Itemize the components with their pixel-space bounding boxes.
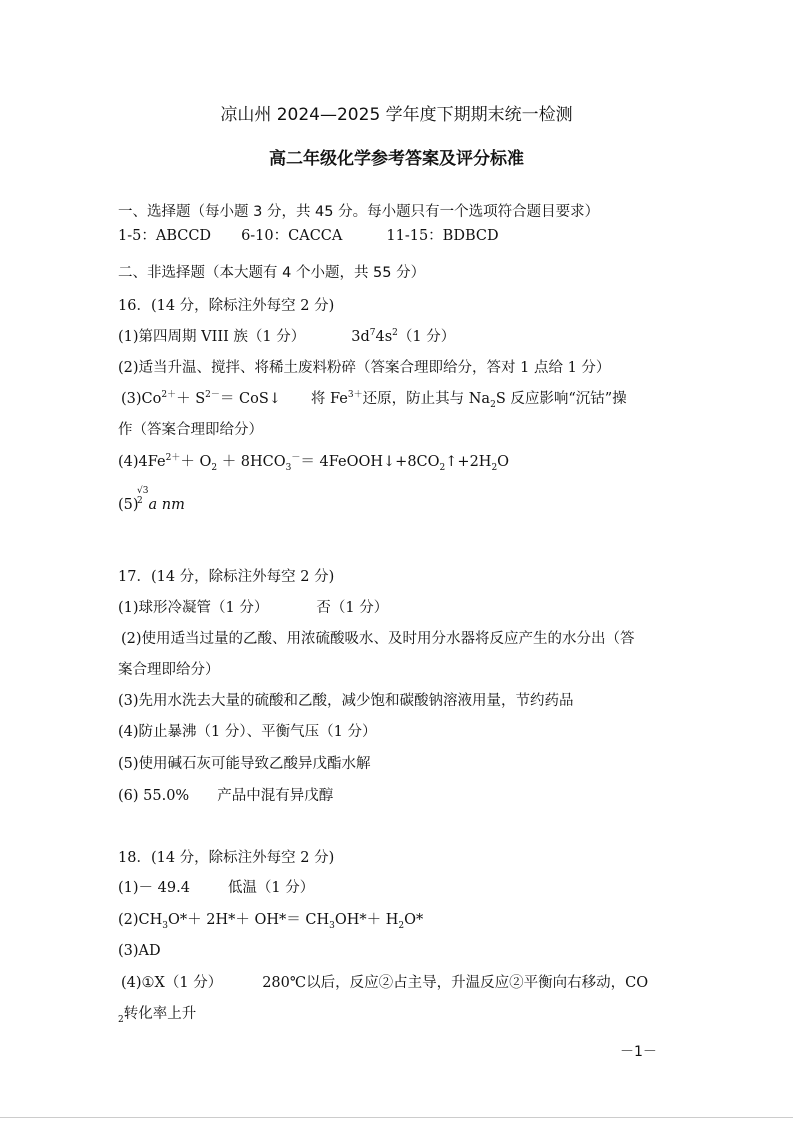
fraction-numerator: √3 <box>137 486 149 496</box>
q16-part1-b: $3d^74s^2(1$ 分） <box>351 328 456 345</box>
q16-part4: $(4)4Fe^{2+}+ O_2 + 8HCO_3^-=$ $4FeOOH↓+8CO_2↑+2H_2O$ <box>118 453 510 473</box>
sqrt3-over-2-fraction <box>137 486 148 506</box>
q17-part1: (1)球形冷凝管（1 分） 否（1 分） <box>118 600 389 616</box>
q17-part4: (4)防止暴沸（1 分）、平衡气压（1 分） <box>118 724 377 740</box>
section2-heading: 二、非选择题（本大题有 4 个小题，共 55 分） <box>118 265 426 281</box>
q17-part2-continued: 案合理即给分） <box>118 662 220 678</box>
q16-part2: (2)适当升温、搅拌、将稀土废料粉碎（答案合理即给分，答对 1 点给 1 分） <box>118 360 611 376</box>
answers-11-15: 11-15：BDBCD <box>386 228 499 244</box>
q17-part3: (3)先用水洗去大量的硫酸和乙酸，减少饱和碳酸钠溶液用量，节约药品 <box>118 693 574 709</box>
q18-heading: 18．(14 分，除标注外每空 2 分) <box>118 850 335 866</box>
page-bottom-divider <box>0 1117 793 1118</box>
fraction-denominator: 2 <box>137 496 143 506</box>
q18-part4: (4)①X（1 分） 280℃以后，反应②占主导，升温反应②平衡向右移动，CO <box>121 975 649 991</box>
answers-1-5: 1-5：ABCCD <box>118 228 212 244</box>
q17-part2: (2)使用适当过量的乙酸、用浓硫酸吸水、及时用分水器将反应产生的水分出（答 <box>121 631 635 647</box>
q16-heading: 16．(14 分，除标注外每空 2 分) <box>118 298 335 314</box>
q16-part1-a: (1)第四周期 VIII 族（1 分） <box>118 329 306 345</box>
q18-part2: $(2)CH_3O*+ 2H*+ OH*= CH_3OH*+ H_2O*$ <box>118 912 424 931</box>
q16-part5: (5) a nm <box>118 497 185 513</box>
document-title: 凉山州 2024—2025 学年度下期期末统一检测 <box>220 105 573 125</box>
q18-part3: (3)AD <box>118 943 161 959</box>
q18-part4-continued: $_2$转化率上升 <box>118 1006 197 1025</box>
answers-6-10: 6-10：CACCA <box>241 228 343 244</box>
page-number: －1－ <box>620 1044 657 1060</box>
choice-answers <box>118 226 499 246</box>
q16-part3: $(3)Co^{2+}+ S^{2-}=$ CoS↓ 将 $Fe^{3+}$还原，防止其与 $Na_2S$ 反应影响“沉钴”操 <box>121 390 627 410</box>
q16-part1 <box>118 327 455 347</box>
q17-part5: (5)使用碱石灰可能导致乙酸异戊酯水解 <box>118 756 371 772</box>
q17-part6: (6) 55.0% 产品中混有异戊醇 <box>118 788 334 804</box>
q18-part1: (1)－ 49.4 低温（1 分） <box>118 880 315 896</box>
q17-heading: 17．(14 分，除标注外每空 2 分) <box>118 569 335 585</box>
document-subtitle: 高二年级化学参考答案及评分标准 <box>269 149 524 169</box>
section1-heading: 一、选择题（每小题 3 分，共 45 分。每小题只有一个选项符合题目要求） <box>118 204 600 220</box>
q16-part3-continued: 作（答案合理即给分） <box>118 422 263 438</box>
